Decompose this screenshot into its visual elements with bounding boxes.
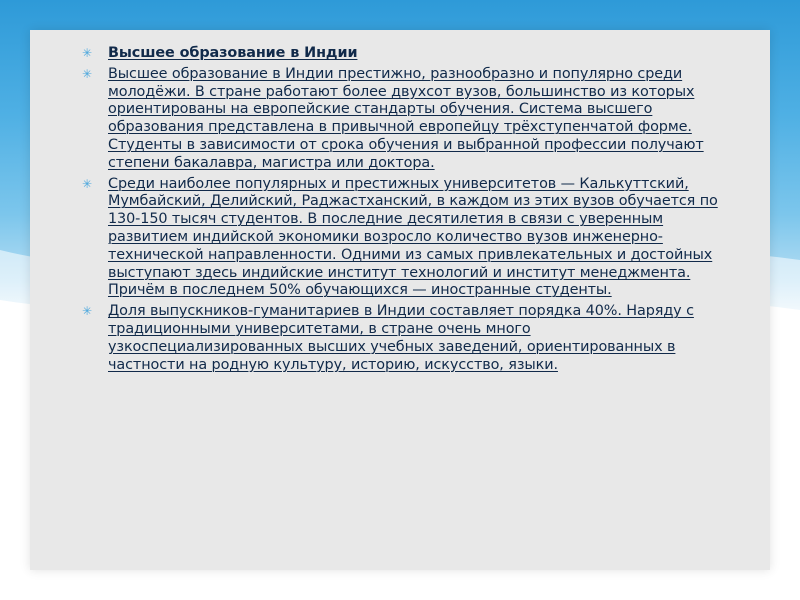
slide-heading-link[interactable]: Высшее образование в Индии <box>108 45 358 61</box>
star-bullet-icon: ✳ <box>82 66 92 81</box>
list-item <box>82 303 722 374</box>
list-item <box>82 66 722 173</box>
star-bullet-icon: ✳ <box>82 46 92 60</box>
paragraph-link[interactable]: Среди наиболее популярных и престижных университетов — Калькуттский, Мумбайский, Делийский, Раджастханский, в каждом из этих вузов обучается по 130-150 тысяч студентов. В последние десятилетия в связи с уверенным развитием индийской экономики возросло количество вузов инженерно-технической направленности. Одними из самых привлекательных и достойных выступают здесь индийские институт технологий и институт менеджмента. Причём в последнем 50% обучающихся — иностранные студенты. <box>108 175 718 299</box>
list-item-heading <box>82 45 722 63</box>
list-item <box>82 176 722 301</box>
star-bullet-icon: ✳ <box>82 176 92 191</box>
paragraph-link[interactable]: Высшее образование в Индии престижно, разнообразно и популярно среди молодёжи. В стране работают более двухсот вузов, большинство из которых ориентированы на европейские стандарты обучения. Система высшего образования представлена в привычной европейцу трёхступенчатой форме. Студенты в зависимости от срока обучения и выбранной профессии получают степени бакалавра, магистра или доктора. <box>108 65 704 171</box>
paragraph-link[interactable]: Доля выпускников-гуманитариев в Индии составляет порядка 40%. Наряду с традиционными университетами, в стране очень много узкоспециализированных высших учебных заведений, ориентированных в частности на родную культуру, историю, искусство, языки. <box>108 303 694 373</box>
star-bullet-icon: ✳ <box>82 304 92 319</box>
bullet-list <box>82 45 722 377</box>
